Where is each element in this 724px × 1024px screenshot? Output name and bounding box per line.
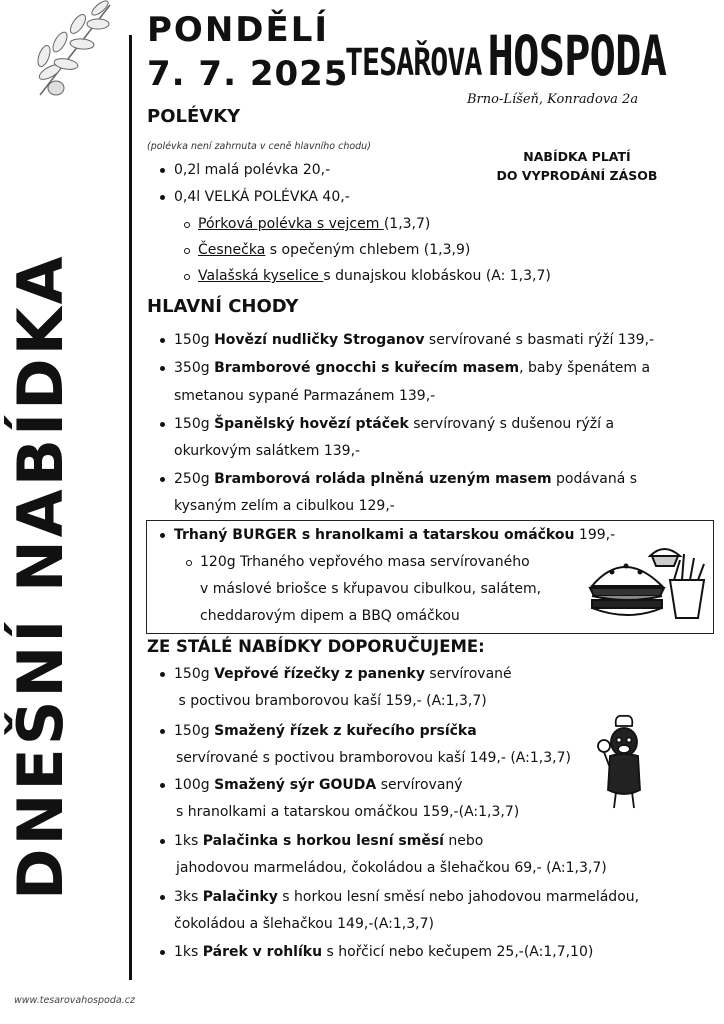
main-item	[174, 466, 637, 492]
dish-name: Hovězí nudličky Stroganov	[214, 332, 425, 348]
dish-desc: , baby špenátem a	[519, 360, 651, 376]
dish-name: Bramborové gnocchi s kuřecím masem	[214, 360, 520, 376]
burger-item	[174, 522, 615, 548]
soup-small: 0,2l malá polévka 20,-	[174, 157, 330, 183]
standing-item	[174, 828, 483, 854]
weight: 150g	[174, 332, 215, 348]
standing-item-cont: s poctivou bramborovou kaší 159,- (A:1,3,7)	[174, 693, 487, 709]
dish-desc: s hořčicí nebo kečupem 25,-(A:1,7,10)	[322, 944, 594, 960]
standing-item	[174, 939, 593, 965]
soup-item	[198, 263, 551, 289]
dish-name: Španělský hovězí ptáček	[214, 416, 409, 432]
dish-desc: servírované s basmati rýží 139,-	[424, 332, 655, 348]
soup-big: 0,4l VELKÁ POLÉVKA 40,-	[174, 184, 350, 210]
weight: 3ks	[174, 889, 203, 905]
chef-mascot-icon	[596, 712, 652, 812]
soup-rest: s opečeným chlebem (1,3,9)	[265, 242, 471, 258]
burger-desc: cheddarovým dipem a BBQ omáčkou	[200, 608, 460, 624]
dish-name: Palačinka s horkou lesní směsí	[202, 833, 444, 849]
soup-rest: s dunajskou klobáskou (A: 1,3,7)	[323, 268, 551, 284]
standing-item	[174, 884, 639, 910]
dish-desc: servírovaný s dušenou rýží a	[408, 416, 615, 432]
burger-price: 199,-	[574, 527, 616, 543]
vertical-divider	[129, 35, 132, 980]
burger-desc: 120g Trhaného vepřového masa servírovaného	[200, 549, 530, 575]
dish-name: Vepřové řízečky z panenky	[214, 666, 425, 682]
soup-item	[198, 211, 430, 237]
dish-desc: s horkou lesní směsí nebo jahodovou marmeládou,	[277, 889, 640, 905]
dish-name: Smažený sýr GOUDA	[214, 777, 377, 793]
weight: 350g	[174, 360, 215, 376]
dish-name: Smažený řízek z kuřecího prsíčka	[214, 723, 477, 739]
standing-item-cont: jahodovou marmeládou, čokoládou a šlehačkou 69,- (A:1,3,7)	[176, 860, 607, 876]
standing-item-cont: čokoládou a šlehačkou 149,-(A:1,3,7)	[174, 916, 434, 932]
weight: 150g	[174, 723, 215, 739]
main-item	[174, 411, 614, 437]
brand-logo	[345, 25, 666, 89]
validity-line-1: NABÍDKA PLATÍ	[523, 149, 631, 164]
dish-desc: nebo	[443, 833, 484, 849]
side-title: DNEŠNÍ NABÍDKA	[4, 253, 77, 900]
main-item-cont: kysaným zelím a cibulkou 129,-	[174, 498, 395, 514]
soup-rest: (1,3,7)	[383, 216, 431, 232]
main-item-cont: okurkovým salátkem 139,-	[174, 443, 361, 459]
brand-part2: HOSPODA	[487, 25, 666, 89]
validity-note	[482, 148, 672, 186]
soup-name: Pórková polévka s vejcem	[198, 216, 384, 232]
burger-name: Trhaný BURGER s hranolkami a tatarskou omáčkou	[174, 527, 575, 543]
dish-desc: podávaná s	[551, 471, 638, 487]
mains-heading: HLAVNÍ CHODY	[147, 296, 299, 317]
website-footer: www.tesarovahospoda.cz	[14, 995, 135, 1006]
address: Brno-Líšeň, Konradova 2a	[467, 92, 639, 107]
standing-item	[174, 718, 477, 744]
standing-item	[174, 661, 512, 687]
burger-fries-icon	[584, 538, 714, 628]
day-name: PONDĚLÍ	[147, 10, 330, 50]
burger-desc: v máslové briošce s křupavou cibulkou, salátem,	[200, 581, 542, 597]
soups-note: (polévka není zahrnuta v ceně hlavního chodu)	[147, 141, 371, 152]
soup-name: Česnečka	[198, 242, 266, 258]
standing-item-cont: servírované s poctivou bramborovou kaší 149,- (A:1,3,7)	[176, 750, 571, 766]
main-item-cont: smetanou sypané Parmazánem 139,-	[174, 388, 436, 404]
dish-name: Palačinky	[202, 889, 278, 905]
weight: 100g	[174, 777, 215, 793]
olive-branch-icon	[30, 0, 120, 100]
dish-desc: servírované	[424, 666, 512, 682]
dish-desc: servírovaný	[376, 777, 463, 793]
weight: 1ks	[174, 833, 203, 849]
dish-name: Bramborová roláda plněná uzeným masem	[214, 471, 552, 487]
validity-line-2: DO VYPRODÁNÍ ZÁSOB	[496, 167, 658, 183]
main-item	[174, 327, 654, 353]
standing-item	[174, 772, 463, 798]
standing-item-cont: s hranolkami a tatarskou omáčkou 159,-(A:1,3,7)	[176, 804, 520, 820]
soup-name: Valašská kyselice	[198, 268, 324, 284]
standing-heading: ZE STÁLÉ NABÍDKY DOPORUČUJEME:	[147, 637, 485, 656]
main-item	[174, 355, 650, 381]
soups-heading: POLÉVKY	[147, 106, 241, 127]
weight: 250g	[174, 471, 215, 487]
weight: 150g	[174, 666, 215, 682]
brand-part1: TESAŘOVA	[345, 41, 482, 85]
weight: 1ks	[174, 944, 203, 960]
menu-date: 7. 7. 2025	[147, 54, 349, 94]
weight: 150g	[174, 416, 215, 432]
dish-name: Párek v rohlíku	[202, 944, 323, 960]
soup-item	[198, 237, 470, 263]
